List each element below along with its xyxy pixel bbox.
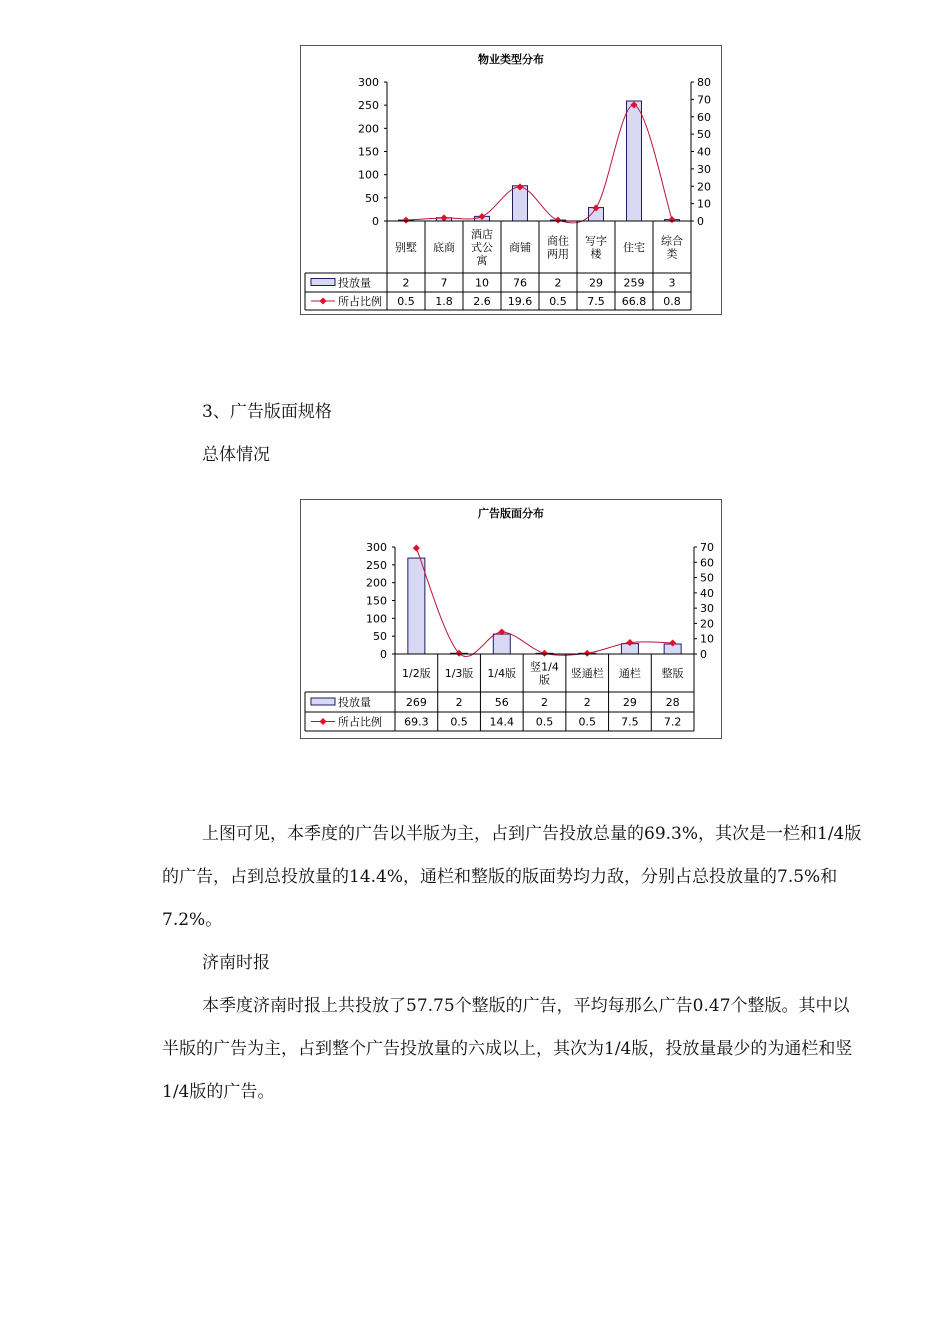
legend-line-marker <box>319 297 326 304</box>
ratio-value-label: 66.8 <box>621 295 647 308</box>
chart-title: 广告版面分布 <box>478 507 544 520</box>
section-heading-ad-format: 3、广告版面规格 <box>202 402 332 422</box>
right-tick-label: 60 <box>697 110 711 124</box>
right-tick-label: 30 <box>700 602 714 616</box>
category-label: 整版 <box>661 667 684 680</box>
left-tick-label: 300 <box>358 76 379 89</box>
category-label: 1/2版 <box>402 667 431 680</box>
category-label: 综合 <box>661 234 683 248</box>
legend-bar-swatch <box>311 279 335 286</box>
legend-line-label: 所占比例 <box>338 715 382 729</box>
bar-value-label: 28 <box>665 696 680 709</box>
bar-value-label: 56 <box>494 696 509 709</box>
bar-value-label: 259 <box>623 276 645 290</box>
ratio-value-label: 0.5 <box>535 715 554 729</box>
category-label: 版 <box>539 673 550 687</box>
category-label: 商铺 <box>509 241 531 254</box>
bar-value-label: 7 <box>440 276 448 290</box>
subheading-jinan-times: 济南时报 <box>202 953 270 973</box>
category-label: 别墅 <box>395 241 417 254</box>
ratio-value-label: 69.3 <box>404 715 429 729</box>
ratio-point-7 <box>668 216 675 223</box>
left-tick-label: 50 <box>373 630 387 644</box>
left-tick-label: 150 <box>358 145 379 159</box>
left-tick-label: 100 <box>366 612 387 626</box>
category-label: 酒店 <box>471 228 493 241</box>
right-tick-label: 20 <box>697 180 711 194</box>
bar-0 <box>408 558 425 654</box>
ad-format-chart <box>300 499 722 739</box>
ratio-point-0 <box>402 217 409 224</box>
left-tick-label: 250 <box>366 558 387 572</box>
left-tick-label: 300 <box>366 541 387 554</box>
category-label: 两用 <box>547 247 569 261</box>
bar-3 <box>513 186 528 221</box>
ratio-line <box>416 548 672 656</box>
legend-line-label: 所占比例 <box>338 295 382 308</box>
right-tick-label: 60 <box>700 556 714 570</box>
right-tick-label: 0 <box>697 215 704 228</box>
category-label: 式公 <box>471 241 493 254</box>
bar-value-label: 2 <box>402 276 410 290</box>
category-label: 通栏 <box>618 667 641 680</box>
left-tick-label: 200 <box>358 122 379 136</box>
left-tick-label: 200 <box>366 576 387 590</box>
right-tick-label: 50 <box>697 128 711 142</box>
right-tick-label: 70 <box>697 93 711 107</box>
right-tick-label: 10 <box>697 197 711 211</box>
category-label: 楼 <box>590 247 602 261</box>
left-tick-label: 0 <box>372 215 379 228</box>
ratio-value-label: 0.8 <box>663 295 681 308</box>
legend-bar-label: 投放量 <box>338 276 371 290</box>
subheading-overall: 总体情况 <box>202 445 270 465</box>
right-tick-label: 40 <box>697 145 711 159</box>
legend-line-marker <box>319 718 326 725</box>
ratio-value-label: 0.5 <box>450 715 468 729</box>
ratio-point-4 <box>554 217 561 224</box>
chart-title: 物业类型分布 <box>478 53 544 66</box>
jinan-paragraph: 本季度济南时报上共投放了57.75个整版的广告，平均每那么广告0.47个整版。其中以半版的广告为主，占到整个广告投放量的六成以上，其次为1/4版，投放量最少的为通栏和竖1/4版的广告。 <box>162 996 853 1102</box>
bar-value-label: 2 <box>541 696 548 709</box>
ratio-value-label: 19.6 <box>507 295 533 308</box>
bar-value-label: 76 <box>513 276 527 290</box>
ratio-point-0 <box>413 545 420 552</box>
right-tick-label: 0 <box>700 648 707 661</box>
right-tick-label: 10 <box>700 632 714 646</box>
ratio-value-label: 0.5 <box>578 715 596 729</box>
bar-value-label: 3 <box>668 276 676 290</box>
category-label: 类 <box>666 247 678 261</box>
bar-value-label: 2 <box>583 696 591 709</box>
legend-bar-swatch <box>311 698 335 705</box>
left-tick-label: 250 <box>358 99 379 113</box>
ratio-value-label: 7.5 <box>587 295 605 308</box>
bar-value-label: 269 <box>405 696 427 709</box>
ratio-value-label: 0.5 <box>397 295 415 308</box>
left-tick-label: 50 <box>365 191 379 205</box>
right-tick-label: 50 <box>700 571 714 585</box>
category-label: 商住 <box>547 234 569 248</box>
category-label: 住宅 <box>623 241 645 254</box>
ratio-value-label: 2.6 <box>473 295 491 308</box>
left-tick-label: 150 <box>366 594 387 608</box>
ratio-value-label: 14.4 <box>489 715 515 729</box>
ratio-value-label: 7.5 <box>621 715 639 729</box>
ratio-point-3 <box>541 650 548 657</box>
category-label: 底商 <box>433 241 455 254</box>
left-tick-label: 100 <box>358 168 379 182</box>
legend-bar-label: 投放量 <box>338 696 371 709</box>
bar-6 <box>627 101 642 221</box>
bar-value-label: 2 <box>455 696 463 709</box>
right-tick-label: 30 <box>697 162 711 176</box>
ratio-value-label: 7.2 <box>663 715 682 729</box>
property-type-chart <box>300 45 722 315</box>
bar-value-label: 29 <box>622 696 637 709</box>
ratio-value-label: 0.5 <box>549 295 567 308</box>
right-tick-label: 70 <box>700 541 714 554</box>
category-label: 1/3版 <box>444 667 474 680</box>
category-label: 1/4版 <box>487 667 517 680</box>
bar-value-label: 10 <box>475 276 489 290</box>
property-type-chart-svg <box>301 46 721 314</box>
category-label: 寓 <box>476 254 488 267</box>
right-tick-label: 20 <box>700 617 714 631</box>
bar-value-label: 2 <box>554 276 562 290</box>
category-label: 竖通栏 <box>570 667 604 680</box>
ratio-value-label: 1.8 <box>435 295 453 308</box>
ad-format-chart-svg <box>301 500 721 738</box>
bar-2 <box>493 634 510 654</box>
right-tick-label: 40 <box>700 586 714 600</box>
right-tick-label: 80 <box>697 76 711 89</box>
category-label: 竖1/4 <box>530 660 559 674</box>
analysis-paragraph: 上图可见，本季度的广告以半版为主，占到广告投放总量的69.3%，其次是一栏和1/4版的广告，占到总投放量的14.4%，通栏和整版的版面势均力敌，分别占总投放量的7.5%和7.2%。 <box>162 824 862 930</box>
ratio-point-4 <box>584 650 591 657</box>
left-tick-label: 0 <box>380 648 387 661</box>
category-label: 写字 <box>585 234 607 248</box>
bar-value-label: 29 <box>589 276 603 290</box>
